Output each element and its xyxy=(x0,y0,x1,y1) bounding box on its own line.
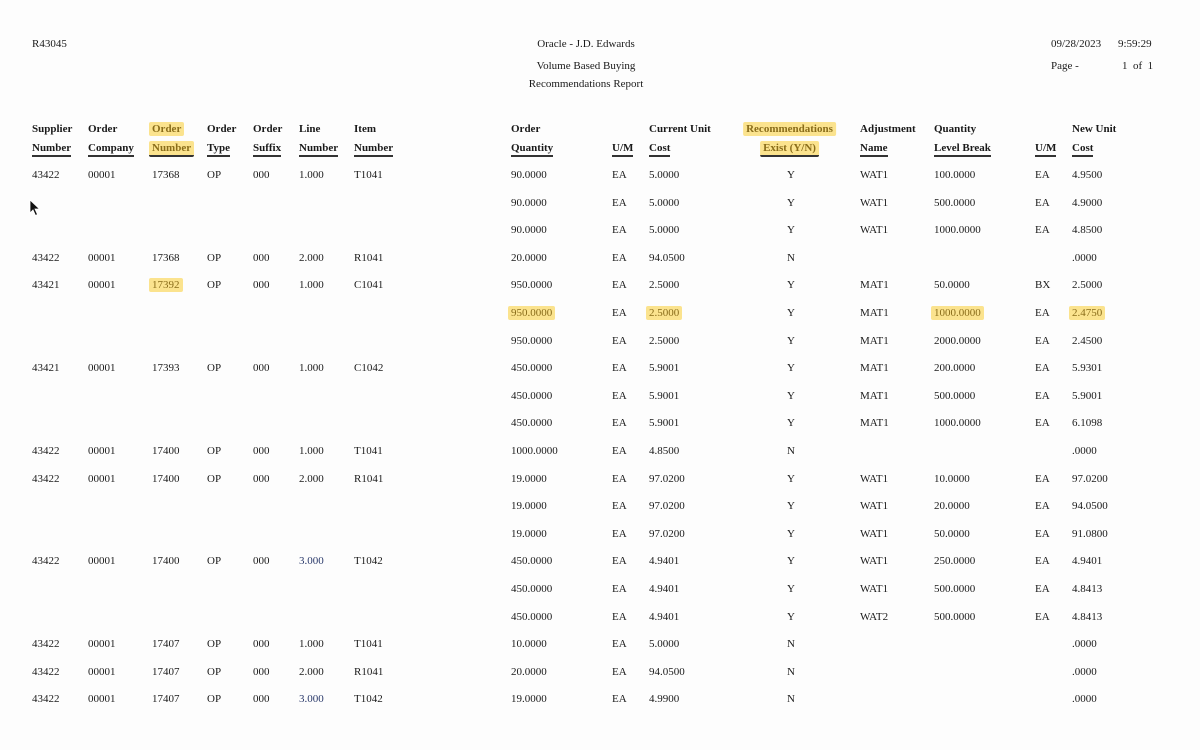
cell-um: EA xyxy=(612,473,627,485)
header-order_no-line1: Order xyxy=(152,122,184,136)
header-suffix-line1: Order xyxy=(253,123,283,135)
cell-um2: EA xyxy=(1035,583,1050,595)
cell-newcost: 91.0800 xyxy=(1072,528,1108,540)
cell-newcost: 5.9301 xyxy=(1072,362,1103,374)
cell-um2: EA xyxy=(1035,197,1050,209)
cell-cost: 5.0000 xyxy=(649,197,680,209)
cell-qty: 450.0000 xyxy=(511,362,553,374)
cell-newcost: 4.8500 xyxy=(1072,224,1103,236)
header-supplier-line2: Number xyxy=(32,141,71,155)
cell-rec: Y xyxy=(787,473,795,485)
cell-rec: Y xyxy=(787,417,795,429)
header-adj-line2: Name xyxy=(860,141,888,155)
cell-um: EA xyxy=(612,279,627,291)
cell-newcost: .0000 xyxy=(1072,638,1097,650)
cell-cost: 94.0500 xyxy=(649,252,685,264)
cell-rec: Y xyxy=(787,335,795,347)
cell-brk: 20.0000 xyxy=(934,500,970,512)
header-line-line1: Line xyxy=(299,123,321,135)
cell-qty: 950.0000 xyxy=(511,335,553,347)
cell-qty: 90.0000 xyxy=(511,197,547,209)
header-um-line2: U/M xyxy=(612,141,633,155)
cell-line: 1.000 xyxy=(299,638,324,650)
cell-rec: N xyxy=(787,638,795,650)
cell-um2: EA xyxy=(1035,473,1050,485)
cell-suffix: 000 xyxy=(253,362,270,374)
header-qty-line1: Order xyxy=(511,123,541,135)
cell-adj: WAT1 xyxy=(860,197,889,209)
header-supplier-line1: Supplier xyxy=(32,123,73,135)
cell-company: 00001 xyxy=(88,362,116,374)
cell-cost: 4.9401 xyxy=(649,583,680,595)
cell-supplier: 43422 xyxy=(32,555,60,567)
cell-rec: Y xyxy=(787,583,795,595)
cell-brk: 1000.0000 xyxy=(934,417,981,429)
cell-um: EA xyxy=(612,611,627,623)
cell-supplier: 43422 xyxy=(32,666,60,678)
cell-line: 1.000 xyxy=(299,362,324,374)
cell-adj: WAT2 xyxy=(860,611,889,623)
cell-brk: 10.0000 xyxy=(934,473,970,485)
cell-cost: 5.9001 xyxy=(649,362,680,374)
cell-suffix: 000 xyxy=(253,473,270,485)
cell-rec: Y xyxy=(787,390,795,402)
cell-newcost: 4.8413 xyxy=(1072,611,1103,623)
cell-cost: 4.9401 xyxy=(649,611,680,623)
cell-rec: Y xyxy=(787,307,795,319)
cell-um2: EA xyxy=(1035,417,1050,429)
cell-um: EA xyxy=(612,252,627,264)
cell-type: OP xyxy=(207,445,222,457)
cell-um2: EA xyxy=(1035,390,1050,402)
cell-brk: 1000.0000 xyxy=(934,224,981,236)
cell-adj: WAT1 xyxy=(860,169,889,181)
cell-newcost: 4.9401 xyxy=(1072,555,1103,567)
header-rec-line2: Exist (Y/N) xyxy=(763,141,819,155)
cell-um: EA xyxy=(612,693,627,705)
cell-rec: Y xyxy=(787,224,795,236)
cell-adj: MAT1 xyxy=(860,307,889,319)
cell-line: 2.000 xyxy=(299,473,324,485)
header-brk-line1: Quantity xyxy=(934,123,977,135)
cell-newcost: 5.9001 xyxy=(1072,390,1103,402)
cell-um: EA xyxy=(612,362,627,374)
cell-newcost: .0000 xyxy=(1072,252,1097,264)
cell-newcost: 4.9000 xyxy=(1072,197,1103,209)
cell-rec: Y xyxy=(787,169,795,181)
vendor-name: Oracle - J.D. Edwards xyxy=(537,38,635,50)
cell-um2: EA xyxy=(1035,335,1050,347)
cell-cost: 4.9401 xyxy=(649,555,680,567)
cell-company: 00001 xyxy=(88,555,116,567)
cell-supplier: 43422 xyxy=(32,445,60,457)
report-date: 09/28/2023 xyxy=(1051,38,1102,50)
cell-type: OP xyxy=(207,279,222,291)
cell-supplier: 43422 xyxy=(32,693,60,705)
cell-qty: 1000.0000 xyxy=(511,445,558,457)
cell-adj: MAT1 xyxy=(860,279,889,291)
cell-qty: 450.0000 xyxy=(511,390,553,402)
cell-line: 2.000 xyxy=(299,666,324,678)
cell-type: OP xyxy=(207,473,222,485)
cell-suffix: 000 xyxy=(253,638,270,650)
cell-adj: WAT1 xyxy=(860,583,889,595)
cell-item: R1041 xyxy=(354,666,384,678)
cell-item: T1041 xyxy=(354,638,383,650)
page-count: 1 of 1 xyxy=(1122,60,1154,72)
cell-adj: MAT1 xyxy=(860,417,889,429)
cell-order_no: 17400 xyxy=(152,555,180,567)
cell-rec: Y xyxy=(787,555,795,567)
cell-line: 3.000 xyxy=(299,693,324,705)
header-item-line1: Item xyxy=(354,123,376,135)
cell-um: EA xyxy=(612,307,627,319)
cell-item: C1042 xyxy=(354,362,384,374)
cell-order_no: 17392 xyxy=(152,278,183,292)
header-item-line2: Number xyxy=(354,141,393,155)
cell-um: EA xyxy=(612,666,627,678)
cell-cost: 5.0000 xyxy=(649,638,680,650)
cell-supplier: 43422 xyxy=(32,473,60,485)
cell-um2: EA xyxy=(1035,224,1050,236)
cell-suffix: 000 xyxy=(253,169,270,181)
cell-cost: 2.5000 xyxy=(649,306,682,320)
cell-company: 00001 xyxy=(88,169,116,181)
cell-cost: 4.9900 xyxy=(649,693,680,705)
cell-um: EA xyxy=(612,528,627,540)
cell-newcost: 2.5000 xyxy=(1072,279,1103,291)
cell-brk: 500.0000 xyxy=(934,583,976,595)
cell-um2: EA xyxy=(1035,528,1050,540)
cell-rec: Y xyxy=(787,528,795,540)
report-id: R43045 xyxy=(32,38,67,50)
cell-newcost: 4.9500 xyxy=(1072,169,1103,181)
cell-um: EA xyxy=(612,417,627,429)
report-time: 9:59:29 xyxy=(1118,38,1152,50)
cell-line: 1.000 xyxy=(299,445,324,457)
header-cost-line1: Current Unit xyxy=(649,123,711,135)
cell-um: EA xyxy=(612,583,627,595)
cell-rec: Y xyxy=(787,362,795,374)
cell-um2: EA xyxy=(1035,362,1050,374)
cell-order_no: 17400 xyxy=(152,445,180,457)
cell-item: T1041 xyxy=(354,169,383,181)
cell-qty: 90.0000 xyxy=(511,169,547,181)
cell-order_no: 17407 xyxy=(152,666,180,678)
mouse-cursor-icon xyxy=(29,199,41,217)
cell-newcost: .0000 xyxy=(1072,445,1097,457)
cell-qty: 950.0000 xyxy=(511,279,553,291)
cell-qty: 450.0000 xyxy=(511,611,553,623)
cell-cost: 94.0500 xyxy=(649,666,685,678)
cell-cost: 4.8500 xyxy=(649,445,680,457)
cell-cost: 5.9001 xyxy=(649,390,680,402)
cell-rec: Y xyxy=(787,500,795,512)
cell-cost: 97.0200 xyxy=(649,473,685,485)
cell-um: EA xyxy=(612,169,627,181)
cell-rec: Y xyxy=(787,611,795,623)
cell-cost: 2.5000 xyxy=(649,279,680,291)
cell-rec: N xyxy=(787,666,795,678)
cell-newcost: 94.0500 xyxy=(1072,500,1108,512)
cell-um: EA xyxy=(612,224,627,236)
cell-adj: WAT1 xyxy=(860,224,889,236)
cell-brk: 1000.0000 xyxy=(934,306,984,320)
cell-supplier: 43421 xyxy=(32,362,60,374)
cell-company: 00001 xyxy=(88,445,116,457)
cell-adj: WAT1 xyxy=(860,528,889,540)
cell-item: T1042 xyxy=(354,555,383,567)
cell-um: EA xyxy=(612,445,627,457)
cell-suffix: 000 xyxy=(253,693,270,705)
cell-newcost: .0000 xyxy=(1072,693,1097,705)
cell-um2: EA xyxy=(1035,307,1050,319)
cell-type: OP xyxy=(207,252,222,264)
cell-line: 2.000 xyxy=(299,252,324,264)
cell-newcost: 6.1098 xyxy=(1072,417,1103,429)
cell-suffix: 000 xyxy=(253,252,270,264)
cell-brk: 100.0000 xyxy=(934,169,976,181)
cell-rec: N xyxy=(787,252,795,264)
cell-newcost: .0000 xyxy=(1072,666,1097,678)
cell-um: EA xyxy=(612,335,627,347)
report-title-line2: Recommendations Report xyxy=(528,78,644,90)
cell-item: T1042 xyxy=(354,693,383,705)
header-newcost-line2: Cost xyxy=(1072,141,1093,155)
cell-suffix: 000 xyxy=(253,279,270,291)
cell-supplier: 43422 xyxy=(32,252,60,264)
cell-brk: 500.0000 xyxy=(934,611,976,623)
cell-order_no: 17407 xyxy=(152,638,180,650)
header-suffix-line2: Suffix xyxy=(253,141,281,155)
cell-item: T1041 xyxy=(354,445,383,457)
cell-line: 1.000 xyxy=(299,169,324,181)
cell-supplier: 43421 xyxy=(32,279,60,291)
cell-cost: 97.0200 xyxy=(649,528,685,540)
cell-cost: 97.0200 xyxy=(649,500,685,512)
cell-cost: 5.0000 xyxy=(649,169,680,181)
cell-type: OP xyxy=(207,555,222,567)
cell-company: 00001 xyxy=(88,638,116,650)
cell-qty: 450.0000 xyxy=(511,555,553,567)
report-title-line1: Volume Based Buying xyxy=(536,60,636,72)
cell-adj: MAT1 xyxy=(860,362,889,374)
header-type-line1: Order xyxy=(207,123,237,135)
cell-newcost: 2.4750 xyxy=(1072,306,1105,320)
cell-supplier: 43422 xyxy=(32,638,60,650)
cell-um2: BX xyxy=(1035,279,1051,291)
cell-type: OP xyxy=(207,362,222,374)
cell-brk: 500.0000 xyxy=(934,390,976,402)
header-cost-line2: Cost xyxy=(649,141,670,155)
cell-qty: 450.0000 xyxy=(511,417,553,429)
header-newcost-line1: New Unit xyxy=(1072,123,1117,135)
cell-company: 00001 xyxy=(88,473,116,485)
cell-rec: Y xyxy=(787,279,795,291)
cell-company: 00001 xyxy=(88,279,116,291)
cell-line: 3.000 xyxy=(299,555,324,567)
header-company-line1: Order xyxy=(88,123,118,135)
cell-newcost: 4.8413 xyxy=(1072,583,1103,595)
cell-qty: 19.0000 xyxy=(511,500,547,512)
cell-order_no: 17368 xyxy=(152,169,180,181)
cell-suffix: 000 xyxy=(253,666,270,678)
cell-supplier: 43422 xyxy=(32,169,60,181)
header-order_no-line2: Number xyxy=(152,141,194,155)
cell-suffix: 000 xyxy=(253,555,270,567)
cell-order_no: 17368 xyxy=(152,252,180,264)
page-label: Page - xyxy=(1051,60,1079,72)
cell-order_no: 17407 xyxy=(152,693,180,705)
cell-brk: 2000.0000 xyxy=(934,335,981,347)
cell-qty: 19.0000 xyxy=(511,473,547,485)
header-type-line2: Type xyxy=(207,141,230,155)
cell-um: EA xyxy=(612,555,627,567)
cell-qty: 90.0000 xyxy=(511,224,547,236)
cell-newcost: 97.0200 xyxy=(1072,473,1108,485)
header-um2-line2: U/M xyxy=(1035,141,1056,155)
cell-adj: WAT1 xyxy=(860,473,889,485)
cell-qty: 20.0000 xyxy=(511,252,547,264)
header-rec-line1: Recommendations xyxy=(746,122,836,136)
cell-company: 00001 xyxy=(88,666,116,678)
cell-item: R1041 xyxy=(354,252,384,264)
header-company-line2: Company xyxy=(88,141,134,155)
cell-um2: EA xyxy=(1035,500,1050,512)
cell-qty: 450.0000 xyxy=(511,583,553,595)
cell-suffix: 000 xyxy=(253,445,270,457)
cell-company: 00001 xyxy=(88,693,116,705)
cell-order_no: 17393 xyxy=(152,362,180,374)
cell-type: OP xyxy=(207,638,222,650)
cell-cost: 2.5000 xyxy=(649,335,680,347)
cell-adj: MAT1 xyxy=(860,390,889,402)
cell-rec: Y xyxy=(787,197,795,209)
cell-cost: 5.9001 xyxy=(649,417,680,429)
cell-um2: EA xyxy=(1035,169,1050,181)
cell-qty: 19.0000 xyxy=(511,528,547,540)
cell-qty: 20.0000 xyxy=(511,666,547,678)
cell-qty: 10.0000 xyxy=(511,638,547,650)
cell-item: R1041 xyxy=(354,473,384,485)
cell-type: OP xyxy=(207,169,222,181)
cell-line: 1.000 xyxy=(299,279,324,291)
cell-um: EA xyxy=(612,500,627,512)
header-adj-line1: Adjustment xyxy=(860,123,916,135)
cell-um: EA xyxy=(612,390,627,402)
cell-type: OP xyxy=(207,693,222,705)
header-brk-line2: Level Break xyxy=(934,141,991,155)
cell-brk: 50.0000 xyxy=(934,279,970,291)
cell-um2: EA xyxy=(1035,555,1050,567)
cell-order_no: 17400 xyxy=(152,473,180,485)
cell-rec: N xyxy=(787,693,795,705)
cell-company: 00001 xyxy=(88,252,116,264)
cell-type: OP xyxy=(207,666,222,678)
cell-um: EA xyxy=(612,638,627,650)
cell-newcost: 2.4500 xyxy=(1072,335,1103,347)
cell-rec: N xyxy=(787,445,795,457)
cell-brk: 500.0000 xyxy=(934,197,976,209)
cell-adj: WAT1 xyxy=(860,555,889,567)
cell-brk: 250.0000 xyxy=(934,555,976,567)
cell-adj: MAT1 xyxy=(860,335,889,347)
cell-brk: 200.0000 xyxy=(934,362,976,374)
cell-um: EA xyxy=(612,197,627,209)
cell-um2: EA xyxy=(1035,611,1050,623)
header-line-line2: Number xyxy=(299,141,338,155)
cell-adj: WAT1 xyxy=(860,500,889,512)
cell-qty: 950.0000 xyxy=(511,306,555,320)
cell-cost: 5.0000 xyxy=(649,224,680,236)
cell-qty: 19.0000 xyxy=(511,693,547,705)
cell-brk: 50.0000 xyxy=(934,528,970,540)
header-qty-line2: Quantity xyxy=(511,141,553,155)
cell-item: C1041 xyxy=(354,279,384,291)
